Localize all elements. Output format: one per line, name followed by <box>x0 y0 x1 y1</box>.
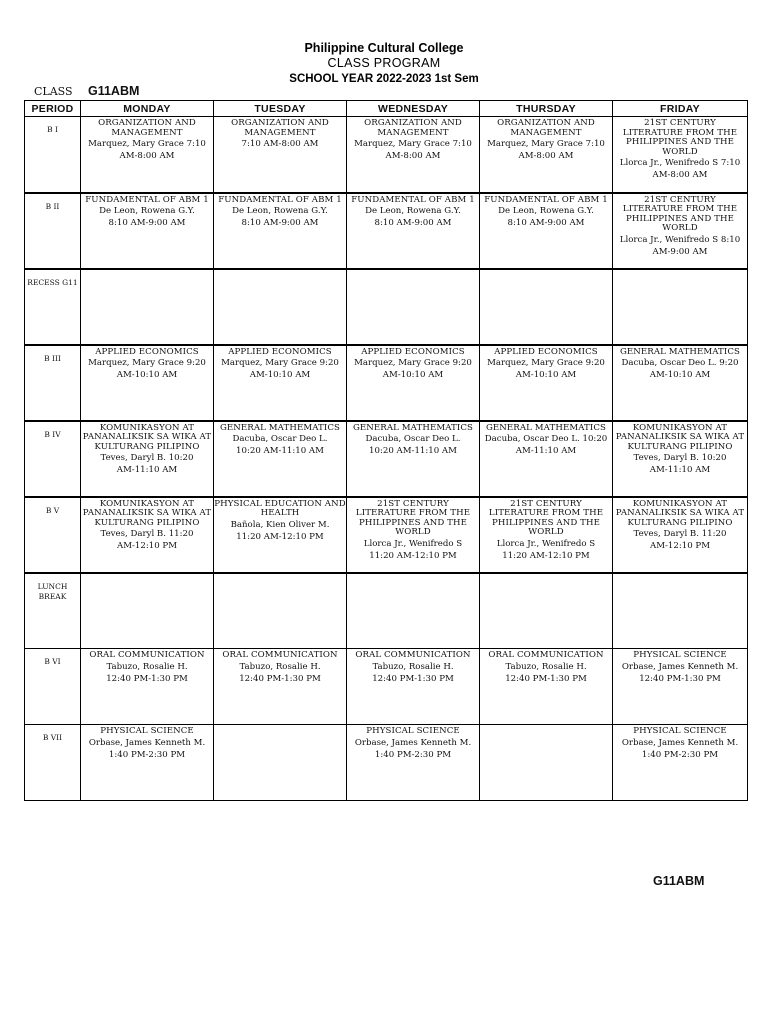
class-value: G11ABM <box>88 84 140 98</box>
teacher-text: De Leon, Rowena G.Y. <box>99 206 195 216</box>
teacher-text: Orbase, James Kenneth M. <box>88 737 206 748</box>
teacher-text: Marquez, Mary Grace 9:20 <box>487 358 605 368</box>
teacher-text: Llorca Jr., Wenifredo S 8:10 <box>619 234 741 245</box>
schedule-cell-wednesday <box>347 193 480 269</box>
period-cell: B VII <box>25 725 81 801</box>
table-header-row <box>25 101 748 117</box>
teacher-text: Marquez, Mary Grace 9:20 <box>88 358 206 368</box>
subject-text: GENERAL MATHEMATICS <box>485 422 607 433</box>
school-name: Philippine Cultural College <box>304 41 464 55</box>
time-text: 11:20 AM-12:10 PM <box>502 550 590 561</box>
teacher-text: De Leon, Rowena G.Y. <box>498 206 594 216</box>
time-text: AM-10:10 AM <box>649 370 711 380</box>
subject-text <box>214 574 346 576</box>
subject-text: FUNDAMENTAL OF ABM 1 <box>218 194 342 205</box>
schedule-cell-wednesday <box>347 497 480 573</box>
schedule-cell-tuesday <box>214 573 347 649</box>
subject-text <box>480 725 612 727</box>
teacher-text: Teves, Daryl B. 10:20 <box>633 453 727 463</box>
subject-text <box>613 270 747 272</box>
subject-text: PHYSICAL EDUCATION AND HEALTH <box>214 498 346 518</box>
schedule-cell-tuesday <box>214 649 347 725</box>
subject-text: PHYSICAL SCIENCE <box>633 650 727 660</box>
subject-text: KOMUNIKASYON AT PANANALIKSIK SA WIKA AT KULTURANG PILIPINO <box>615 498 745 528</box>
schedule-cell-friday <box>613 421 748 497</box>
class-label: CLASS <box>34 85 73 98</box>
time-text: AM-8:00 AM <box>652 170 708 180</box>
schedule-cell-tuesday <box>214 117 347 193</box>
teacher-text: Teves, Daryl B. 10:20 <box>100 453 194 463</box>
period-cell: RECESS G11 <box>25 269 81 345</box>
subject-text: APPLIED ECONOMICS <box>95 346 199 357</box>
schedule-cell-thursday <box>480 421 613 497</box>
teacher-text: Orbase, James Kenneth M. <box>354 737 472 748</box>
teacher-text: De Leon, Rowena G.Y. <box>232 206 328 216</box>
time-text: AM-11:10 AM <box>649 465 711 475</box>
subject-text: ORAL COMMUNICATION <box>222 650 338 660</box>
teacher-text: Dacuba, Oscar Deo L. <box>232 434 328 444</box>
subject-text <box>81 270 213 272</box>
subject-text: ORAL COMMUNICATION <box>89 650 205 660</box>
school-year: SCHOOL YEAR 2022-2023 1st Sem <box>289 73 479 85</box>
teacher-text: Llorca Jr., Wenifredo S <box>496 538 596 549</box>
teacher-text: Marquez, Mary Grace 7:10 <box>88 139 206 149</box>
period-cell: B IV <box>25 421 81 497</box>
footer-class-value: G11ABM <box>653 874 705 888</box>
time-text: 12:40 PM-1:30 PM <box>372 673 454 684</box>
table-row <box>25 193 748 269</box>
time-text: 12:40 PM-1:30 PM <box>639 673 721 684</box>
schedule-cell-thursday <box>480 649 613 725</box>
schedule-cell-tuesday <box>214 269 347 345</box>
subject-text <box>347 574 479 576</box>
subject-text <box>480 270 612 272</box>
schedule-cell-monday <box>81 497 214 573</box>
time-text: 7:10 AM-8:00 AM <box>241 139 319 149</box>
schedule-cell-monday <box>81 421 214 497</box>
subject-text: FUNDAMENTAL OF ABM 1 <box>351 194 475 205</box>
period-cell: B II <box>25 193 81 269</box>
teacher-text: Marquez, Mary Grace 7:10 <box>354 139 472 149</box>
time-text: 1:40 PM-2:30 PM <box>641 749 719 760</box>
subject-text: PHYSICAL SCIENCE <box>366 726 460 736</box>
subject-text: APPLIED ECONOMICS <box>228 346 332 357</box>
subject-text <box>81 574 213 576</box>
subject-text <box>480 574 612 576</box>
teacher-text: Orbase, James Kenneth M. <box>621 661 739 672</box>
column-header-period: PERIOD <box>25 101 81 117</box>
teacher-text: Llorca Jr., Wenifredo S 7:10 <box>619 158 741 168</box>
time-text: 1:40 PM-2:30 PM <box>374 749 452 760</box>
subject-text: APPLIED ECONOMICS <box>494 346 598 357</box>
teacher-text: Tabuzo, Rosalie H. <box>505 661 587 672</box>
subject-text: 21ST CENTURY LITERATURE FROM THE PHILIPPINES AND THE WORLD <box>622 194 738 233</box>
schedule-cell-thursday <box>480 573 613 649</box>
subject-text <box>347 270 479 272</box>
subject-text: KOMUNIKASYON AT PANANALIKSIK SA WIKA AT KULTURANG PILIPINO <box>82 422 212 452</box>
period-cell: B VI <box>25 649 81 725</box>
schedule-cell-thursday <box>480 193 613 269</box>
subject-text <box>214 270 346 272</box>
subject-text: GENERAL MATHEMATICS <box>619 346 741 357</box>
teacher-text: Teves, Daryl B. 11:20 <box>633 529 727 539</box>
schedule-cell-monday <box>81 193 214 269</box>
teacher-text: Dacuba, Oscar Deo L. <box>365 434 461 444</box>
time-text: 8:10 AM-9:00 AM <box>241 218 319 228</box>
subject-text: KOMUNIKASYON AT PANANALIKSIK SA WIKA AT KULTURANG PILIPINO <box>82 498 212 528</box>
subject-text: 21ST CENTURY LITERATURE FROM THE PHILIPPINES AND THE WORLD <box>488 498 604 537</box>
subject-text: 21ST CENTURY LITERATURE FROM THE PHILIPPINES AND THE WORLD <box>355 498 471 537</box>
schedule-cell-thursday <box>480 117 613 193</box>
teacher-text: Marquez, Mary Grace 9:20 <box>221 358 339 368</box>
teacher-text: Tabuzo, Rosalie H. <box>106 661 188 672</box>
schedule-cell-thursday <box>480 345 613 421</box>
time-text: AM-12:10 PM <box>117 541 177 551</box>
subject-text: ORGANIZATION AND MANAGEMENT <box>497 118 595 138</box>
column-header-friday: FRIDAY <box>613 101 748 117</box>
table-row <box>25 345 748 421</box>
time-text: 8:10 AM-9:00 AM <box>374 218 452 228</box>
time-text: 11:20 AM-12:10 PM <box>369 550 457 561</box>
schedule-cell-friday <box>613 345 748 421</box>
schedule-cell-tuesday <box>214 193 347 269</box>
time-text: AM-8:00 AM <box>518 151 574 161</box>
schedule-cell-monday <box>81 345 214 421</box>
time-text: AM-10:10 AM <box>515 370 577 380</box>
table-row <box>25 269 748 345</box>
subject-text: PHYSICAL SCIENCE <box>633 726 727 736</box>
teacher-text: Bañola, Kien Oliver M. <box>230 519 330 530</box>
schedule-cell-monday <box>81 725 214 801</box>
schedule-cell-wednesday <box>347 345 480 421</box>
subject-text: APPLIED ECONOMICS <box>361 346 465 357</box>
subject-text: GENERAL MATHEMATICS <box>352 422 474 433</box>
period-cell: B I <box>25 117 81 193</box>
time-text: AM-8:00 AM <box>119 151 175 161</box>
teacher-text: Tabuzo, Rosalie H. <box>239 661 321 672</box>
schedule-cell-tuesday <box>214 497 347 573</box>
schedule-cell-thursday <box>480 269 613 345</box>
schedule-cell-wednesday <box>347 649 480 725</box>
teacher-text: Tabuzo, Rosalie H. <box>372 661 454 672</box>
subject-text: KOMUNIKASYON AT PANANALIKSIK SA WIKA AT KULTURANG PILIPINO <box>615 422 745 452</box>
time-text: AM-10:10 AM <box>116 370 178 380</box>
schedule-cell-friday <box>613 497 748 573</box>
class-schedule-table <box>24 100 748 801</box>
time-text: AM-10:10 AM <box>382 370 444 380</box>
time-text: AM-9:00 AM <box>652 246 708 257</box>
document-title: CLASS PROGRAM <box>327 56 441 70</box>
time-text: 11:20 AM-12:10 PM <box>236 531 324 542</box>
teacher-text: Marquez, Mary Grace 7:10 <box>487 139 605 149</box>
time-text: 12:40 PM-1:30 PM <box>106 673 188 684</box>
schedule-cell-tuesday <box>214 421 347 497</box>
table-row <box>25 573 748 649</box>
teacher-text: Teves, Daryl B. 11:20 <box>100 529 194 539</box>
table-row <box>25 725 748 801</box>
subject-text: 21ST CENTURY LITERATURE FROM THE PHILIPPINES AND THE WORLD <box>622 118 738 157</box>
schedule-cell-monday <box>81 573 214 649</box>
table-row <box>25 421 748 497</box>
schedule-cell-friday <box>613 193 748 269</box>
schedule-cell-friday <box>613 117 748 193</box>
subject-text <box>214 725 346 727</box>
teacher-text: De Leon, Rowena G.Y. <box>365 206 461 216</box>
schedule-cell-wednesday <box>347 725 480 801</box>
time-text: AM-8:00 AM <box>385 151 441 161</box>
schedule-cell-friday <box>613 649 748 725</box>
teacher-text: Orbase, James Kenneth M. <box>621 737 739 748</box>
subject-text: ORAL COMMUNICATION <box>355 650 471 660</box>
time-text: 10:20 AM-11:10 AM <box>236 446 324 456</box>
time-text: AM-12:10 PM <box>650 541 710 551</box>
subject-text: PHYSICAL SCIENCE <box>100 726 194 736</box>
teacher-text: Llorca Jr., Wenifredo S <box>363 538 463 549</box>
schedule-cell-friday <box>613 573 748 649</box>
schedule-cell-wednesday <box>347 269 480 345</box>
schedule-cell-wednesday <box>347 421 480 497</box>
column-header-wednesday: WEDNESDAY <box>347 101 480 117</box>
period-cell: B III <box>25 345 81 421</box>
column-header-monday: MONDAY <box>81 101 214 117</box>
schedule-cell-monday <box>81 117 214 193</box>
schedule-cell-wednesday <box>347 573 480 649</box>
schedule-cell-monday <box>81 649 214 725</box>
subject-text: ORGANIZATION AND MANAGEMENT <box>364 118 462 138</box>
period-cell: B V <box>25 497 81 573</box>
schedule-cell-friday <box>613 269 748 345</box>
schedule-cell-wednesday <box>347 117 480 193</box>
subject-text: ORGANIZATION AND MANAGEMENT <box>98 118 196 138</box>
time-text: 10:20 AM-11:10 AM <box>369 446 457 456</box>
teacher-text: Marquez, Mary Grace 9:20 <box>354 358 472 368</box>
time-text: 8:10 AM-9:00 AM <box>108 218 186 228</box>
teacher-text: Dacuba, Oscar Deo L. 10:20 <box>484 434 608 444</box>
time-text: 12:40 PM-1:30 PM <box>239 673 321 684</box>
schedule-cell-thursday <box>480 725 613 801</box>
schedule-cell-friday <box>613 725 748 801</box>
subject-text: FUNDAMENTAL OF ABM 1 <box>85 194 209 205</box>
schedule-cell-monday <box>81 269 214 345</box>
schedule-cell-tuesday <box>214 345 347 421</box>
time-text: AM-11:10 AM <box>515 446 577 456</box>
subject-text: ORAL COMMUNICATION <box>488 650 604 660</box>
schedule-cell-tuesday <box>214 725 347 801</box>
subject-text: ORGANIZATION AND MANAGEMENT <box>231 118 329 138</box>
period-cell: LUNCH BREAK <box>25 573 81 649</box>
subject-text: GENERAL MATHEMATICS <box>219 422 341 433</box>
teacher-text: Dacuba, Oscar Deo L. 9:20 <box>621 358 739 368</box>
column-header-thursday: THURSDAY <box>480 101 613 117</box>
table-row <box>25 497 748 573</box>
time-text: 1:40 PM-2:30 PM <box>108 749 186 760</box>
time-text: 8:10 AM-9:00 AM <box>507 218 585 228</box>
column-header-tuesday: TUESDAY <box>214 101 347 117</box>
subject-text: FUNDAMENTAL OF ABM 1 <box>484 194 608 205</box>
time-text: AM-10:10 AM <box>249 370 311 380</box>
schedule-cell-thursday <box>480 497 613 573</box>
subject-text <box>613 574 747 576</box>
time-text: AM-11:10 AM <box>116 465 178 475</box>
time-text: 12:40 PM-1:30 PM <box>505 673 587 684</box>
table-row <box>25 649 748 725</box>
table-row <box>25 117 748 193</box>
